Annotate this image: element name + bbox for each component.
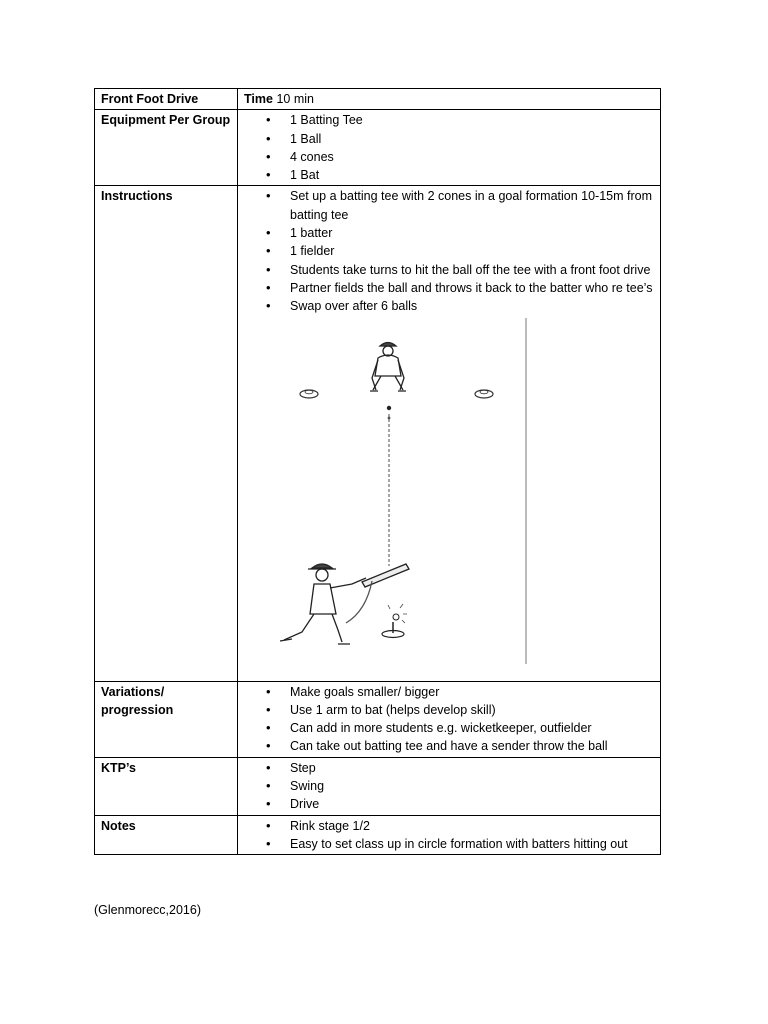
instructions-cell [238, 186, 661, 681]
list-item: • 1 Batting Tee [244, 111, 654, 129]
list-item: • Step [244, 759, 654, 777]
notes-cell [238, 815, 661, 855]
list-item: • Swap over after 6 balls [244, 297, 654, 315]
instructions-row [95, 186, 661, 681]
notes-list [244, 817, 654, 854]
instructions-label: Instructions [95, 186, 238, 681]
fielder-icon [370, 342, 406, 391]
variations-list [244, 683, 654, 756]
activity-title: Front Foot Drive [95, 89, 238, 110]
time-value: 10 min [276, 92, 314, 106]
list-item: • Drive [244, 795, 654, 813]
ktps-cell [238, 757, 661, 815]
time-label: Time [244, 92, 273, 106]
list-item: • Students take turns to hit the ball off the tee with a front foot drive [244, 261, 654, 279]
list-item: • 1 Ball [244, 130, 654, 148]
equipment-label: Equipment Per Group [95, 110, 238, 186]
variations-cell [238, 681, 661, 757]
right-cone-icon [475, 390, 493, 398]
list-item: • 1 Bat [244, 166, 654, 184]
ktps-label: KTP’s [95, 757, 238, 815]
list-item: • Can add in more students e.g. wicketkeeper, outfielder [244, 719, 654, 737]
instructions-list [244, 187, 654, 315]
variations-label: Variations/ progression [95, 681, 238, 757]
ktps-row [95, 757, 661, 815]
list-item: • 1 batter [244, 224, 654, 242]
equipment-row [95, 110, 661, 186]
header-row [95, 89, 661, 110]
list-item: • Set up a batting tee with 2 cones in a goal formation 10-15m from batting tee [244, 187, 654, 224]
notes-label: Notes [95, 815, 238, 855]
notes-row [95, 815, 661, 855]
list-item: • Swing [244, 777, 654, 795]
list-item: • 1 fielder [244, 242, 654, 260]
lesson-plan-table [94, 88, 661, 855]
citation: (Glenmorecc,2016) [94, 903, 201, 917]
ball-icon [387, 405, 391, 409]
drill-illustration [244, 316, 664, 680]
time-cell [238, 89, 661, 110]
ktps-list [244, 759, 654, 814]
left-cone-icon [300, 390, 318, 398]
list-item: • Make goals smaller/ bigger [244, 683, 654, 701]
equipment-cell [238, 110, 661, 186]
list-item: • Easy to set class up in circle formation with batters hitting out [244, 835, 654, 853]
list-item: • 4 cones [244, 148, 654, 166]
variations-row [95, 681, 661, 757]
list-item: • Can take out batting tee and have a sender throw the ball [244, 737, 654, 755]
list-item: • Rink stage 1/2 [244, 817, 654, 835]
equipment-list [244, 111, 654, 184]
list-item: • Use 1 arm to bat (helps develop skill) [244, 701, 654, 719]
list-item: • Partner fields the ball and throws it back to the batter who re tee’s [244, 279, 654, 297]
batting-tee-icon [382, 604, 407, 638]
drill-diagram [244, 316, 654, 680]
